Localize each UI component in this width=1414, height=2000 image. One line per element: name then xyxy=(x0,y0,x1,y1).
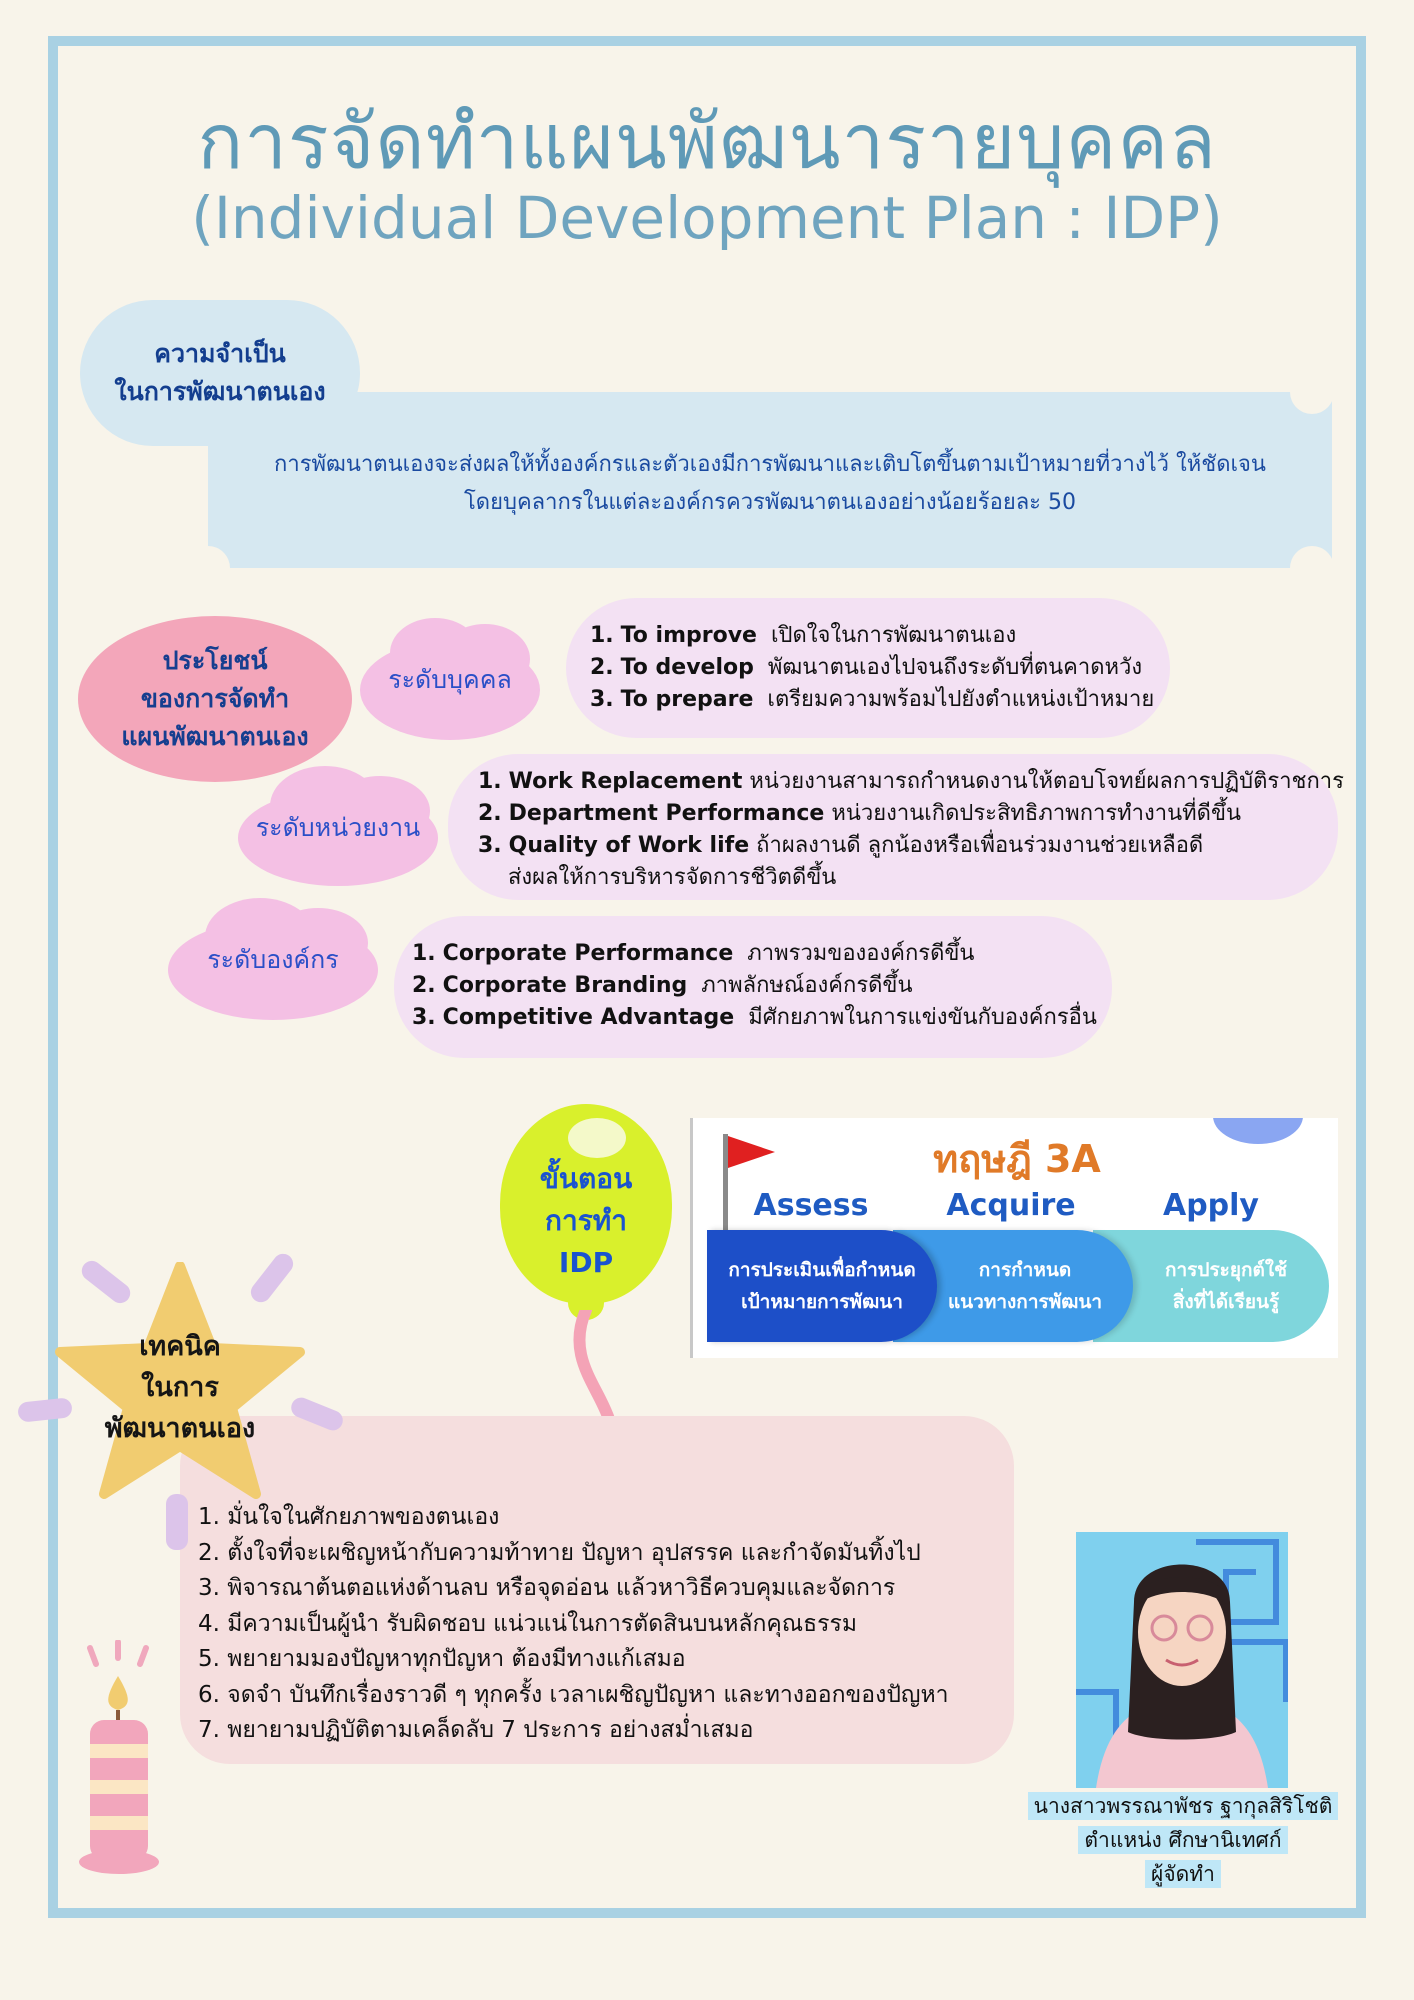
list-item-continuation: ส่งผลให้การบริหารจัดการชีวิตดีขึ้น xyxy=(508,865,837,890)
author-portrait xyxy=(1076,1532,1288,1788)
list-item: 3. พิจารณาต้นตอแห่งด้านลบ หรือจุดอ่อน แล้วหาวิธีควบคุมและจัดการ xyxy=(198,1575,896,1601)
theory-3a-diagram xyxy=(690,1118,1338,1358)
decor-dash xyxy=(166,1494,188,1550)
benefits-heading xyxy=(78,616,352,782)
panel-notch xyxy=(1290,370,1334,414)
list-item: 6. จดจำ บันทึกเรื่องราวดี ๆ ทุกครั้ง เวลาเผชิญปัญหา และทางออกของปัญหา xyxy=(198,1681,949,1708)
steps-label-line: IDP xyxy=(558,1246,614,1279)
level-individual-label: ระดับบุคคล xyxy=(388,665,512,694)
techniques-heading-line: เทคนิค xyxy=(139,1331,221,1362)
list-item: 5. พยายามมองปัญหาทุกปัญหา ต้องมีทางแก้เสมอ xyxy=(198,1646,686,1672)
author-name: นางสาวพรรณาพัชร ฐากุลสิริโชติ xyxy=(1028,1792,1339,1820)
stage-name: Assess xyxy=(753,1188,869,1223)
need-text-line: การพัฒนาตนเองจะส่งผลให้ทั้งองค์กรและตัวเองมีการพัฒนาและเติบโตขึ้นตามเป้าหมายที่วางไว้ ให้ชัดเจน xyxy=(274,452,1266,477)
author-position: ตำแหน่ง ศึกษานิเทศก์ xyxy=(1078,1826,1287,1854)
need-heading-line: ในการพัฒนาตนเอง xyxy=(114,377,326,406)
benefits-heading-line: ของการจัดทำ xyxy=(140,684,290,713)
stage-name: Apply xyxy=(1162,1188,1259,1223)
steps-label xyxy=(500,1158,672,1284)
level-department-label: ระดับหน่วยงาน xyxy=(255,813,421,842)
department-benefits-list xyxy=(448,754,1344,900)
stage-assess-chevron: การประเมินเพื่อกำหนด เป้าหมายการพัฒนา xyxy=(707,1230,937,1342)
list-item: 1. Work Replacement หน่วยงานสามารถกำหนดงานให้ตอบโจทย์ผลการปฏิบัติราชการ xyxy=(478,769,1344,794)
list-item: 3. Quality of Work life ถ้าผลงานดี ลูกน้องหรือเพื่อนร่วมงานช่วยเหลือดี xyxy=(478,833,1204,858)
list-item: 2. Corporate Branding ภาพลักษณ์องค์กรดีขึ้น xyxy=(412,973,913,998)
stage-name: Acquire xyxy=(946,1188,1076,1223)
steps-label-line: ขั้นตอน xyxy=(539,1162,633,1195)
panel-notch xyxy=(1290,546,1334,590)
stage-apply-chevron: การประยุกต์ใช้ สิ่งที่ได้เรียนรู้ xyxy=(1093,1230,1329,1342)
list-item: 3. To prepare เตรียมความพร้อมไปยังตำแหน่งเป้าหมาย xyxy=(590,687,1155,712)
balloon-highlight xyxy=(568,1118,626,1158)
author-credit xyxy=(1026,1790,1340,1892)
list-item: 2. To develop พัฒนาตนเองไปจนถึงระดับที่ตนคาดหวัง xyxy=(590,655,1143,680)
steps-label-line: การทำ xyxy=(545,1204,627,1237)
techniques-heading xyxy=(60,1326,300,1449)
need-description xyxy=(220,446,1320,522)
list-item: 1. To improve เปิดใจในการพัฒนาตนเอง xyxy=(590,623,1017,648)
need-text-line: โดยบุคลากรในแต่ละองค์กรควรพัฒนาตนเองอย่างน้อยร้อยละ 50 xyxy=(463,490,1076,515)
techniques-heading-line: ในการ xyxy=(141,1372,219,1403)
stage-acquire-chevron: การกำหนด แนวทางการพัฒนา xyxy=(893,1230,1133,1342)
list-item: 2. ตั้งใจที่จะเผชิญหน้ากับความท้าทาย ปัญหา อุปสรรค และกำจัดมันทิ้งไป xyxy=(198,1539,921,1566)
theory-title: ทฤษฎี 3A xyxy=(933,1137,1101,1181)
author-photo xyxy=(1076,1532,1288,1788)
list-item: 3. Competitive Advantage มีศักยภาพในการแข่งขันกับองค์กรอื่น xyxy=(412,1005,1097,1030)
need-heading-line: ความจำเป็น xyxy=(154,339,286,368)
organization-benefits-list xyxy=(394,916,1112,1058)
list-item: 2. Department Performance หน่วยงานเกิดประสิทธิภาพการทำงานที่ดีขึ้น xyxy=(478,801,1242,826)
level-organization-label: ระดับองค์กร xyxy=(207,945,339,974)
benefits-heading-line: แผนพัฒนาตนเอง xyxy=(121,722,309,751)
need-heading xyxy=(80,300,360,446)
list-item: 1. Corporate Performance ภาพรวมขององค์กรดีขึ้น xyxy=(412,941,975,966)
candle-icon xyxy=(76,1640,186,1880)
list-item: 1. มั่นใจในศักยภาพของตนเอง xyxy=(198,1504,500,1530)
list-item: 7. พยายามปฏิบัติตามเคล็ดลับ 7 ประการ อย่างสม่ำเสมอ xyxy=(198,1717,754,1743)
page-subtitle: (Individual Development Plan : IDP) xyxy=(191,184,1223,252)
individual-benefits-list xyxy=(566,598,1170,738)
author-role: ผู้จัดทำ xyxy=(1145,1860,1221,1888)
techniques-list xyxy=(198,1500,1018,1749)
panel-notch xyxy=(186,546,230,590)
benefits-heading-line: ประโยชน์ xyxy=(162,646,268,675)
techniques-heading-line: พัฒนาตนเอง xyxy=(104,1413,256,1444)
page-title: การจัดทำแผนพัฒนารายบุคคล xyxy=(197,97,1217,186)
list-item: 4. มีความเป็นผู้นำ รับผิดชอบ แน่วแน่ในการตัดสินบนหลักคุณธรรม xyxy=(198,1610,858,1637)
